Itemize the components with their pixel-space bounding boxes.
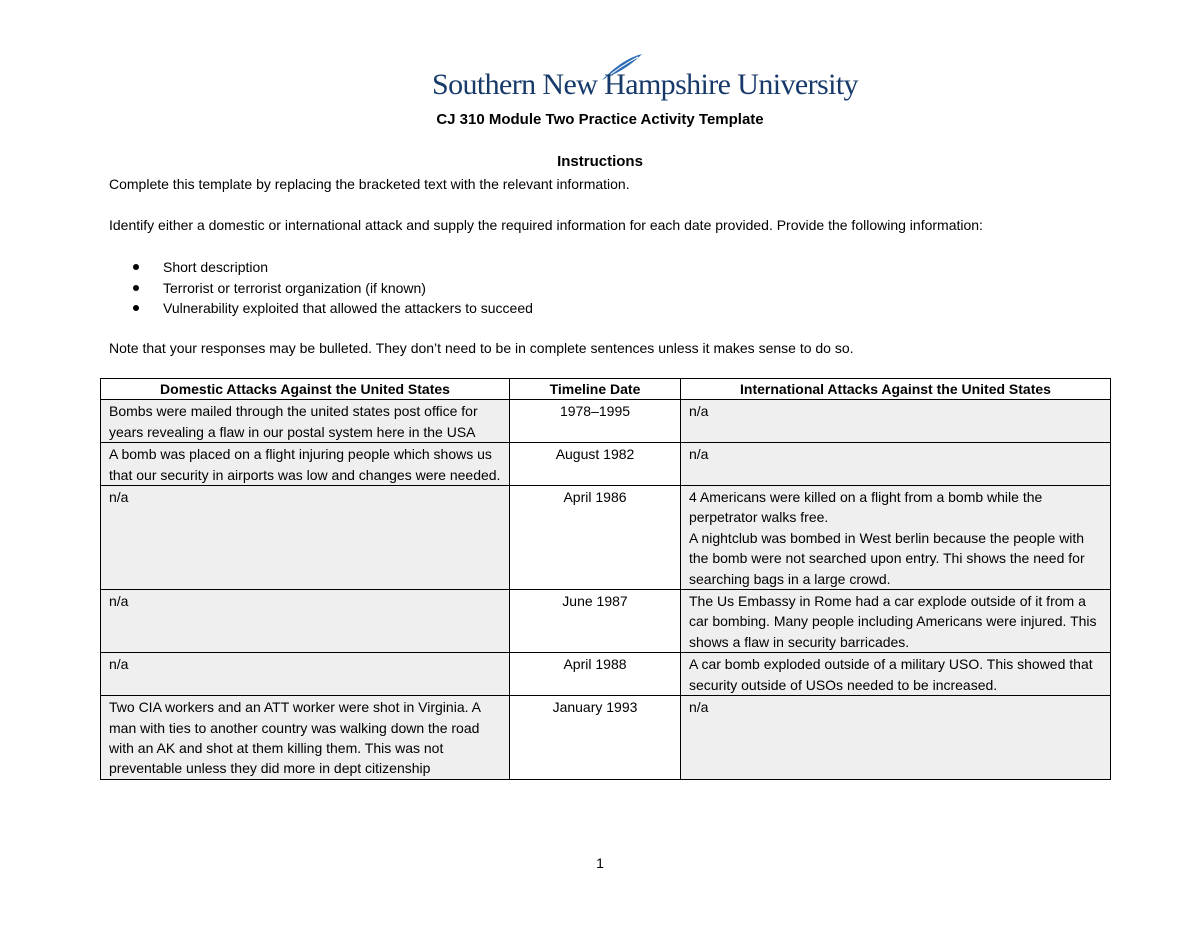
bullet-icon [133, 285, 139, 291]
date-cell: June 1987 [510, 590, 681, 653]
domestic-cell[interactable]: Two CIA workers and an ATT worker were shot in Virginia. A man with ties to another country was walking down the road with an AK and shot at them killing them. This was not preventable unless they did more in dept citizenship [101, 696, 510, 780]
list-item: Short description [109, 257, 533, 278]
international-cell[interactable]: n/a [681, 696, 1111, 780]
domestic-cell[interactable]: n/a [101, 486, 510, 590]
instructions-task: Identify either a domestic or international attack and supply the required information for each date provided. Provide the following information: [109, 217, 983, 233]
international-cell[interactable]: n/a [681, 443, 1111, 486]
table-row [101, 443, 1111, 486]
bullet-icon [133, 264, 139, 270]
international-cell[interactable]: 4 Americans were killed on a flight from a bomb while the perpetrator walks free. A nightclub was bombed in West berlin because the people with the bomb were not searched upon entry. Thi shows the need for searching bags in a large crowd. [681, 486, 1111, 590]
table-header-row [101, 379, 1111, 400]
instructions-note: Note that your responses may be bulleted. They don’t need to be in complete sentences unless it makes sense to do so. [109, 340, 854, 356]
attacks-table [100, 378, 1111, 780]
page-number: 1 [596, 855, 604, 871]
header-date: Timeline Date [510, 379, 681, 400]
date-cell: April 1986 [510, 486, 681, 590]
required-info-list [109, 257, 533, 319]
logo-wordmark: Southern New Hampshire University [432, 68, 858, 101]
table-row [101, 590, 1111, 653]
university-logo [432, 52, 858, 104]
header-international: International Attacks Against the United States [681, 379, 1111, 400]
instructions-heading: Instructions [557, 153, 643, 170]
bullet-icon [133, 305, 139, 311]
table-row [101, 486, 1111, 590]
table-row [101, 653, 1111, 696]
international-cell[interactable]: n/a [681, 400, 1111, 443]
header-domestic: Domestic Attacks Against the United States [101, 379, 510, 400]
domestic-cell[interactable]: n/a [101, 590, 510, 653]
list-item: Vulnerability exploited that allowed the attackers to succeed [109, 298, 533, 319]
date-cell: April 1988 [510, 653, 681, 696]
table-row [101, 400, 1111, 443]
international-cell[interactable]: A car bomb exploded outside of a military USO. This showed that security outside of USOs needed to be increased. [681, 653, 1111, 696]
international-cell[interactable]: The Us Embassy in Rome had a car explode outside of it from a car bombing. Many people including Americans were injured. This shows a flaw in security barricades. [681, 590, 1111, 653]
domestic-cell[interactable]: n/a [101, 653, 510, 696]
domestic-cell[interactable]: A bomb was placed on a flight injuring people which shows us that our security in airports was low and changes were needed. [101, 443, 510, 486]
date-cell: 1978–1995 [510, 400, 681, 443]
document-title: CJ 310 Module Two Practice Activity Template [436, 111, 764, 128]
date-cell: August 1982 [510, 443, 681, 486]
date-cell: January 1993 [510, 696, 681, 780]
instructions-intro: Complete this template by replacing the bracketed text with the relevant information. [109, 176, 630, 192]
domestic-cell[interactable]: Bombs were mailed through the united states post office for years revealing a flaw in our postal system here in the USA [101, 400, 510, 443]
list-item: Terrorist or terrorist organization (if known) [109, 278, 533, 299]
table-row [101, 696, 1111, 780]
